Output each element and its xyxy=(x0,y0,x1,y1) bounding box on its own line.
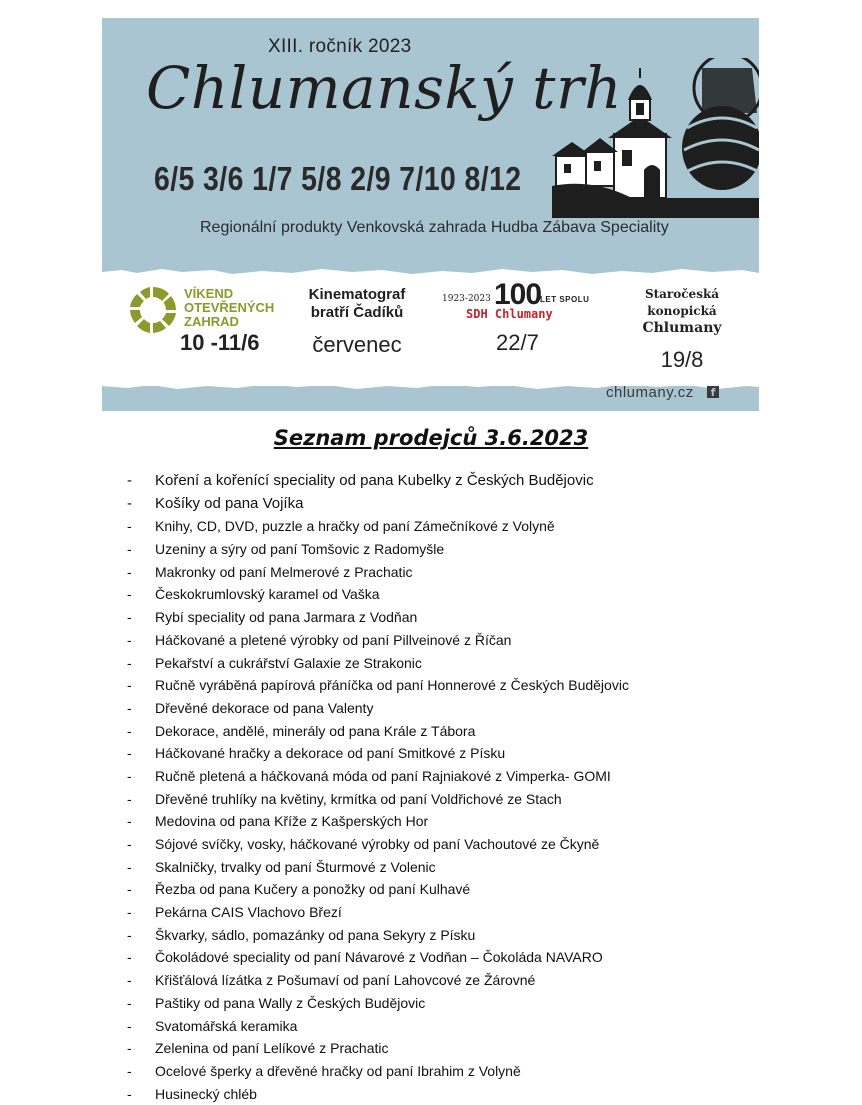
list-item: - Makronky od paní Melmerové z Prachatic xyxy=(124,561,629,584)
event-name-line1: Kinematograf xyxy=(308,286,406,303)
list-item: - Paštiky od pana Wally z Českých Budějovic xyxy=(124,992,629,1015)
event-kinematograf xyxy=(287,286,427,358)
garden-ring-icon xyxy=(128,285,178,335)
list-item: - Háčkované hračky a dekorace od paní Smitkové z Písku xyxy=(124,742,629,765)
vendor-list xyxy=(124,470,629,1105)
list-item: - Košíky od pana Vojíka xyxy=(124,493,629,516)
event-years: 1923-2023 xyxy=(442,294,491,304)
list-item: - Ocelové šperky a dřevěné hračky od paní Ibrahim z Volyně xyxy=(124,1060,629,1083)
event-anniversary-label: LET SPOLU xyxy=(540,295,590,304)
list-item: - Háčkované a pletené výrobky od paní Pillveinové z Říčan xyxy=(124,629,629,652)
list-item: - Českokrumlovský karamel od Vaška xyxy=(124,583,629,606)
event-sdh-chlumany xyxy=(440,278,600,364)
banner-tagline: Regionální produkty Venkovská zahrada Hudba Zábava Speciality xyxy=(200,219,669,236)
event-name: VÍKEND OTEVŘENÝCH ZAHRAD xyxy=(184,286,275,329)
festival-banner xyxy=(102,18,759,411)
event-date: 10 -11/6 xyxy=(180,330,260,355)
facebook-icon[interactable]: f xyxy=(707,386,719,398)
list-item: - Pekařství a cukrářství Galaxie ze Strakonic xyxy=(124,652,629,675)
event-date: 19/8 xyxy=(660,347,704,372)
website-link[interactable]: chlumany.cz xyxy=(606,384,694,401)
list-item: - Husinecký chléb xyxy=(124,1083,629,1105)
list-item: - Ručně vyráběná papírová přáníčka od paní Honnerové z Českých Budějovic xyxy=(124,674,629,697)
list-item: - Knihy, CD, DVD, puzzle a hračky od paní Zámečníkové z Volyně xyxy=(124,515,629,538)
list-item: - Dekorace, andělé, minerály od pana Krále z Tábora xyxy=(124,720,629,743)
event-name-line2: Chlumany xyxy=(642,320,722,336)
village-chapel-illustration xyxy=(552,58,759,218)
list-item: - Křišťálová lízátka z Pošumaví od paní Lahovcové ze Žárovné xyxy=(124,969,629,992)
list-item: - Ručně pletená a háčkovaná móda od paní Rajniakové z Vimperka- GOMI xyxy=(124,765,629,788)
market-dates: 6/5 3/6 1/7 5/8 2/9 7/10 8/12 xyxy=(154,160,522,197)
event-anniversary-number: 100 xyxy=(494,278,542,311)
event-vikend-otevrenych-zahrad xyxy=(128,285,278,365)
list-item: - Skalničky, trvalky od paní Šturmové z Volenic xyxy=(124,856,629,879)
list-item: - Uzeniny a sýry od paní Tomšovic z Radomyšle xyxy=(124,538,629,561)
edition-label: XIII. ročník 2023 xyxy=(268,36,412,57)
event-konopicka xyxy=(617,286,747,373)
event-date: 22/7 xyxy=(496,330,539,355)
torn-edge-top xyxy=(102,268,759,276)
list-item: - Dřevěné truhlíky na květiny, krmítka od paní Voldřichové ze Stach xyxy=(124,788,629,811)
vendor-list-title: Seznam prodejců 3.6.2023 xyxy=(273,426,589,450)
list-item: - Medovina od pana Kříže z Kašperských Hor xyxy=(124,810,629,833)
event-name-line1: Staročeská konopická xyxy=(644,287,720,318)
list-item: - Zelenina od paní Lelíkové z Prachatic xyxy=(124,1037,629,1060)
list-item: - Řezba od pana Kučery a ponožky od paní Kulhavé xyxy=(124,878,629,901)
event-date: červenec xyxy=(312,332,402,357)
event-name-line2: bratří Čadíků xyxy=(310,304,404,321)
list-item: - Svatomářská keramika xyxy=(124,1015,629,1038)
list-item: - Čokoládové speciality od paní Návarové z Vodňan – Čokoláda NAVARO xyxy=(124,946,629,969)
list-item: - Dřevěné dekorace od pana Valenty xyxy=(124,697,629,720)
event-name: SDH Chlumany xyxy=(466,307,553,321)
list-item: - Pekárna CAIS Vlachovo Březí xyxy=(124,901,629,924)
list-item: - Koření a kořenící speciality od pana Kubelky z Českých Budějovic xyxy=(124,470,629,493)
list-item: - Sójové svíčky, vosky, háčkované výrobky od paní Vachoutové ze Čkyně xyxy=(124,833,629,856)
list-item: - Škvarky, sádlo, pomazánky od pana Sekyry z Písku xyxy=(124,924,629,947)
list-item: - Rybí speciality od pana Jarmara z Vodňan xyxy=(124,606,629,629)
festival-title: Chlumanský trh xyxy=(146,54,623,122)
